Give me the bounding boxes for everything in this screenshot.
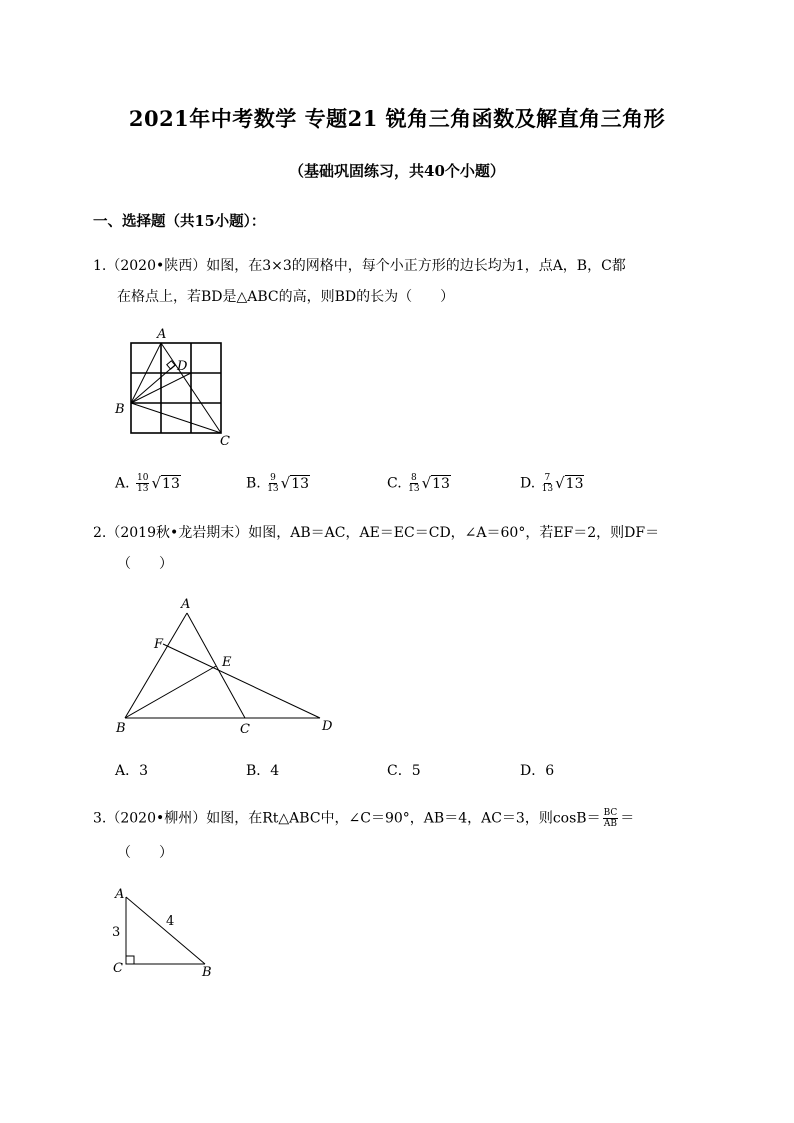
q1-option-b: B. $\frac{9}{13}$ √13 xyxy=(246,473,310,494)
q3-label-c: C xyxy=(113,961,123,976)
q1-grid-figure xyxy=(110,325,250,450)
q3-line2: （ ） xyxy=(117,845,173,861)
section-heading: 一、选择题（共15小题）： xyxy=(93,213,266,230)
q3-text: 3.（2020•柳州）如图，在Rt△ABC中，∠C＝90°，AB＝4，AC＝3，则cosB＝ xyxy=(93,810,601,827)
q1-grid xyxy=(131,343,221,433)
q1-line2: 在格点上，若BD是△ABC的高，则BD的长为（ ） xyxy=(117,289,455,305)
q1-option-a: A. $\frac{10}{13}$ √13 xyxy=(115,473,180,494)
q1-option-c: C. $\frac{8}{13}$ √13 xyxy=(387,473,450,494)
q2-label-b: B xyxy=(116,721,126,736)
q1-label-d: D xyxy=(177,359,188,374)
q2-option-c: C．5 xyxy=(387,763,421,779)
q2-line2: （ ） xyxy=(117,556,173,572)
q2-label-e: E xyxy=(222,655,232,670)
q3-side-ac: 3 xyxy=(112,925,121,940)
q1-label-b: B xyxy=(115,402,125,417)
q1-line1: 1.（2020•陕西）如图，在3×3的网格中，每个小正方形的边长均为1，点A，B，C都 xyxy=(93,258,626,274)
q3-right-triangle-figure xyxy=(108,882,228,982)
q3-lines xyxy=(126,897,205,964)
q2-option-d: D．6 xyxy=(520,763,555,779)
q1-option-d: D. $\frac{7}{13}$ √13 xyxy=(520,473,584,494)
document-title: 2021年中考数学 专题21 锐角三角函数及解直角三角形 xyxy=(128,106,666,131)
q2-label-c: C xyxy=(240,722,250,737)
q3-side-ab: 4 xyxy=(166,914,175,929)
q2-label-a: A xyxy=(181,597,191,612)
q3-label-b: B xyxy=(202,965,212,980)
q1-label-a: A xyxy=(157,327,167,342)
q3-line1: 3.（2020•柳州）如图，在Rt△ABC中，∠C＝90°，AB＝4，AC＝3，则cosB＝ $\frac{BC}{AB}$ ＝ xyxy=(93,808,635,829)
q3-label-a: A xyxy=(115,887,125,902)
q2-label-d: D xyxy=(322,719,333,734)
q1-label-c: C xyxy=(220,434,230,449)
q3-fraction: $\frac{BC}{AB}$ xyxy=(603,808,618,829)
q2-label-f: F xyxy=(154,637,164,652)
q2-triangle-figure xyxy=(110,592,350,742)
q2-option-a: A．3 xyxy=(115,763,149,779)
q2-line1: 2.（2019秋•龙岩期末）如图，AB＝AC，AE＝EC＝CD，∠A＝60°，若EF＝2，则DF＝ xyxy=(93,525,660,541)
q2-option-b: B．4 xyxy=(246,763,280,779)
q1-triangle xyxy=(131,343,221,433)
document-subtitle: （基础巩固练习，共40个小题） xyxy=(289,162,505,180)
